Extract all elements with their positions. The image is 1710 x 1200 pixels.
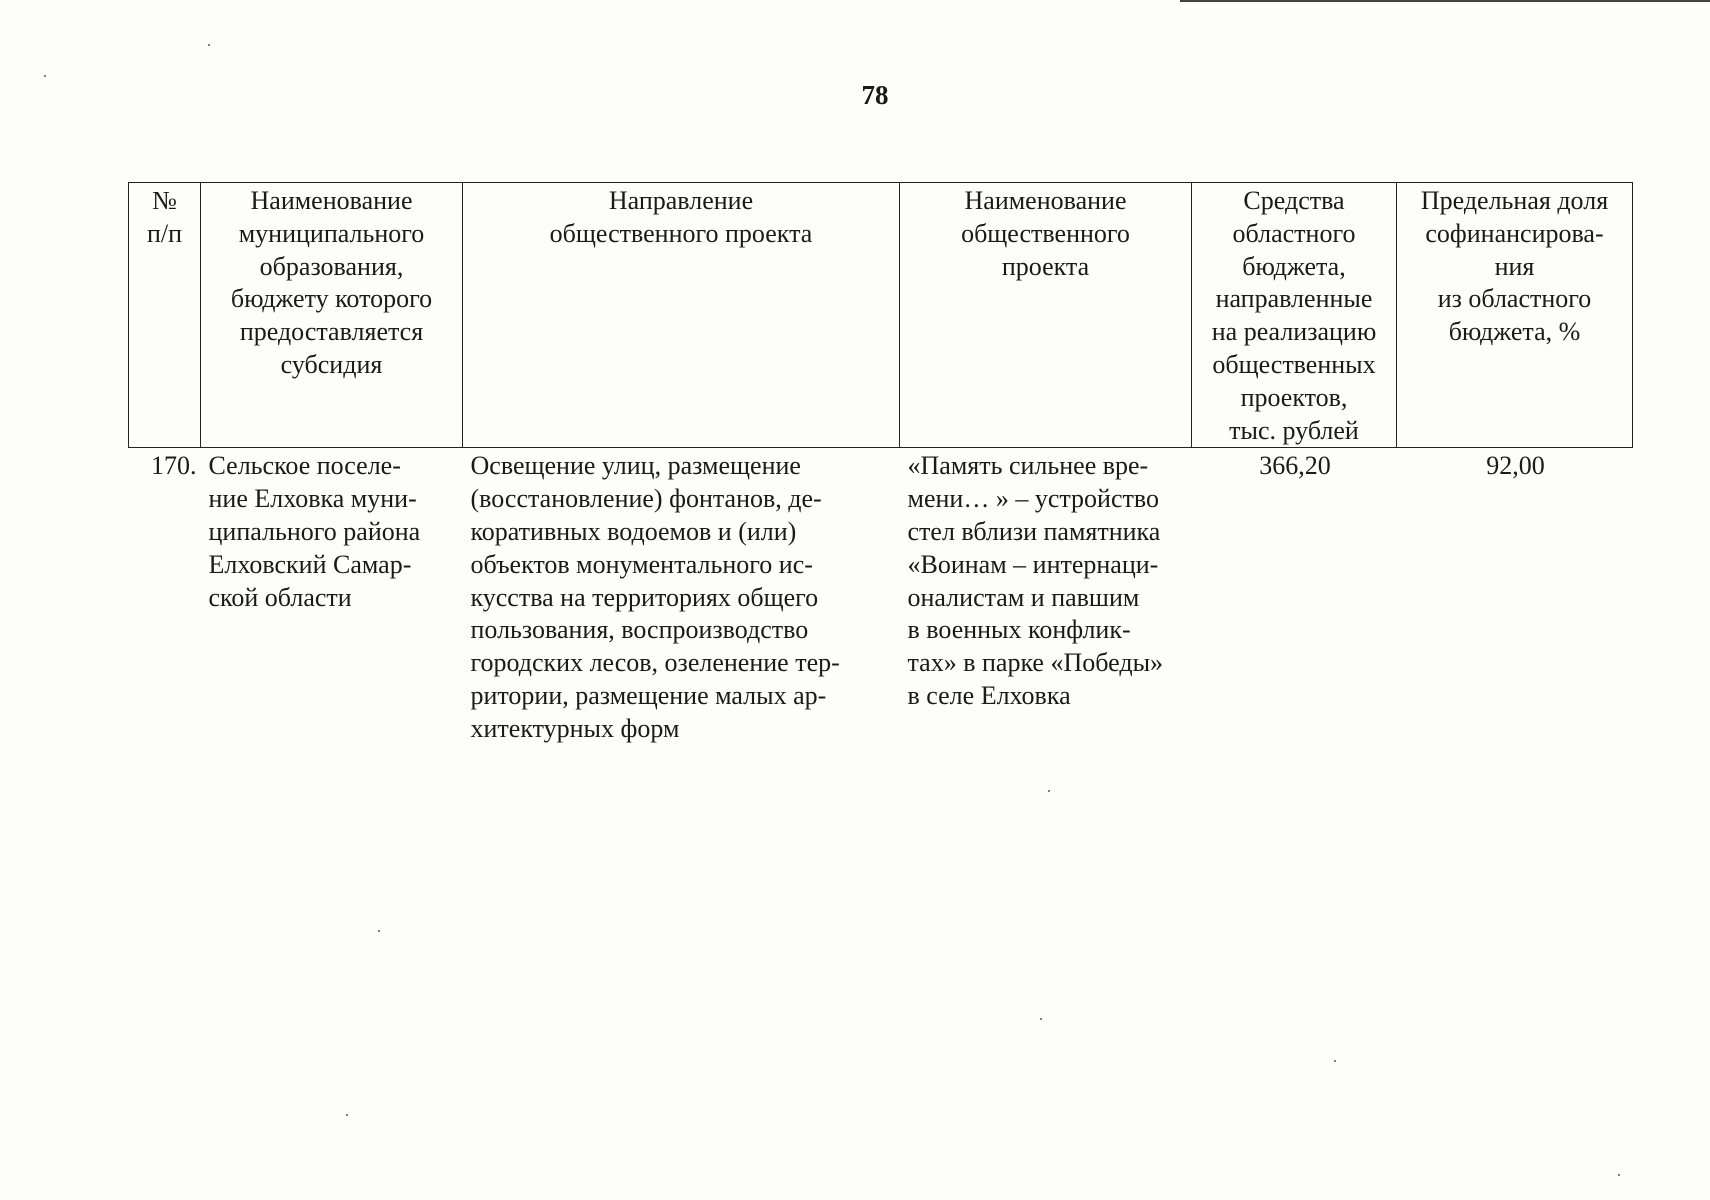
text-line: направленные: [1215, 284, 1373, 314]
header-municipality: [201, 183, 463, 448]
text-line: муниципального: [238, 218, 425, 248]
text-line: п/п: [146, 218, 183, 248]
scan-speck: [1334, 1060, 1336, 1062]
scan-speck: [208, 44, 210, 46]
text-line: общественного: [961, 218, 1130, 248]
text-line: областного: [1232, 218, 1356, 248]
text-line: объектов монументального ис-: [470, 549, 813, 579]
table-row: [129, 448, 1633, 746]
subsidy-table: [128, 182, 1633, 746]
text-line: на реализацию: [1211, 317, 1377, 347]
text-line: ния: [1494, 251, 1535, 281]
text-line: из областного: [1437, 284, 1592, 314]
text-line: «Воинам – интернаци-: [907, 549, 1159, 579]
text-line: стел вблизи памятника: [907, 516, 1161, 546]
text-line: мени… » – устройство: [907, 484, 1159, 514]
scan-speck: [1048, 790, 1050, 792]
scan-speck: [1040, 1018, 1042, 1020]
text-line: общественных: [1212, 349, 1376, 379]
scan-speck: [346, 1114, 348, 1116]
row-funds: 366,20: [1259, 451, 1331, 481]
text-line: Освещение улиц, размещение: [470, 451, 801, 481]
table-header-row: [129, 183, 1633, 448]
text-line: «Память сильнее вре-: [907, 451, 1149, 481]
text-line: городских лесов, озеленение тер-: [470, 648, 840, 678]
text-line: кусства на территориях общего: [470, 582, 819, 612]
text-line: в военных конфлик-: [907, 615, 1131, 645]
text-line: Предельная доля: [1420, 186, 1609, 215]
text-line: ритории, размещение малых ар-: [470, 680, 827, 710]
text-line: бюджета, %: [1448, 317, 1581, 347]
text-line: проектов,: [1240, 382, 1348, 412]
text-line: проекта: [1001, 251, 1090, 281]
header-direction: [463, 183, 900, 448]
header-share: [1397, 183, 1633, 448]
text-line: общественного проекта: [549, 218, 813, 248]
text-line: Направление: [608, 186, 754, 215]
text-line: Наименование: [964, 186, 1127, 215]
row-number: 170.: [151, 451, 197, 481]
text-line: оналистам и павшим: [907, 582, 1140, 612]
subsidy-table-wrap: [128, 182, 1633, 746]
text-line: ской области: [208, 582, 352, 612]
text-line: образования,: [259, 251, 404, 281]
text-line: пользования, воспроизводство: [470, 615, 809, 645]
text-line: софинансирова-: [1425, 218, 1604, 248]
scan-speck: [44, 75, 46, 77]
scan-edge-line: [1180, 0, 1710, 2]
text-line: №: [152, 186, 177, 215]
text-line: коративных водоемов и (или): [470, 516, 797, 546]
text-line: бюджету которого: [230, 284, 433, 314]
text-line: Сельское поселе-: [208, 451, 401, 481]
text-line: Елховский Самар-: [208, 549, 412, 579]
text-line: субсидия: [280, 349, 383, 379]
text-line: предоставляется: [239, 317, 424, 347]
header-project-name: [900, 183, 1192, 448]
text-line: ципального района: [208, 516, 421, 546]
row-direction: [463, 448, 900, 746]
text-line: ние Елховка муни-: [208, 484, 417, 514]
scan-speck: [378, 930, 380, 932]
text-line: бюджета,: [1242, 251, 1346, 281]
text-line: в селе Елховка: [907, 680, 1071, 710]
row-municipality: [201, 448, 463, 746]
page-number: 78: [861, 80, 889, 110]
text-line: хитектурных форм: [470, 713, 680, 743]
header-number: [129, 183, 201, 448]
header-funds: [1192, 183, 1397, 448]
scan-speck: [1618, 1174, 1620, 1176]
text-line: Наименование: [250, 186, 413, 215]
row-project-name: [900, 448, 1192, 746]
text-line: (восстановление) фонтанов, де-: [470, 484, 822, 514]
text-line: тах» в парке «Победы»: [907, 648, 1164, 678]
text-line: тыс. рублей: [1229, 415, 1359, 445]
text-line: Средства: [1243, 186, 1345, 215]
row-share: 92,00: [1486, 451, 1545, 481]
